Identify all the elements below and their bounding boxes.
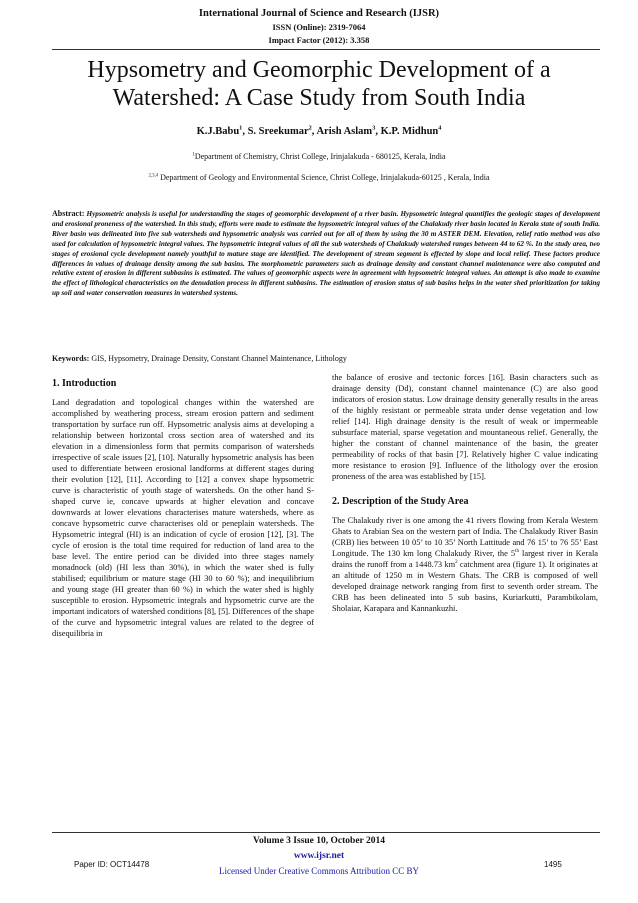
paper-id: Paper ID: OCT14478 — [74, 860, 150, 869]
study-sup: 2 — [455, 560, 458, 566]
affiliation-2 — [0, 173, 638, 182]
introduction-continued: the balance of erosive and tectonic forces [16]. Basin characters such as drainage density (Dd), constant channel maintenance (C) are also good indicators of erosion status. Low drainage density generally results in the areas of the highly resistant or permeable strata under dense vegetation and low relief [14]. High drainage density is the result of weak or impermeable subsurface material, sparse vegetation and mountaneous relief. Generally, the higher the constant of channel maintenance of the basin, the greater permeability of rocks of that basin [7]. Relatively higher C value indicating more resistance to erosion [9]. Influence of the lithology over the erosion proneness of the area was established by [15]. — [332, 373, 598, 481]
footer-volume: Volume 3 Issue 10, October 2014 — [253, 836, 385, 846]
study-area-paragraph — [332, 515, 598, 614]
journal-name: International Journal of Science and Research (IJSR) — [198, 8, 440, 19]
affiliation-1 — [0, 152, 638, 161]
abstract-text: Hypsometric analysis is useful for understanding the stages of geomorphic development of a river basin. Hypsometric integral quantifies the geologic stages of development and erosional proneness of the watershed. In this study, efforts were made to estimate the hypsometric integral values of the Chalakudy river basin located in Kerala state of south India. River basin was delineated into five sub watersheds and hypsometric analysis was carried out for all of them by using the 30 m ASTER DEM. Elevation, relief ratio method was also used for calculation of hypsometric integral values. The hypsometric integral values of all the sub watersheds of Chalakudy watershed ranges between 44 to 62 %. In the study area, two stages of erosional cycle development namely youthful to mature stage are identified. The development of stream segment is effected by slope and local relief. These factors produce differences in values of drainage density among the sub basins. The morphometric parameters such as drainage density and constant channel maintenance were also computed and relative extent of erosion in different subbasins is estimated. The values of geomorphic aspects were in agreement with hypsometric integral values. An attempt is also made to examine the effect of lithological characteristics on the denudation process in different subbasins. The estimation of erosion status of sub basins helps in the water shed prioritization for taking up soil and water conservation measures in watershed systems. — [52, 210, 600, 298]
header-rule — [52, 49, 600, 50]
footer-license[interactable]: Licensed Under Creative Commons Attribution CC BY — [219, 866, 419, 876]
abstract — [52, 209, 600, 299]
affiliation-sup: 1 — [192, 152, 195, 158]
keywords-label: Keywords: — [52, 354, 90, 363]
right-column — [332, 372, 598, 614]
author-sup: 3 — [372, 124, 376, 132]
author-sup: 1 — [239, 124, 243, 132]
footer-rule — [52, 832, 600, 833]
affiliation-sup: 2,3,4 — [148, 173, 159, 179]
affiliation-text: Department of Chemistry, Christ College, Irinjalakuda - 680125, Kerala, India — [194, 152, 446, 161]
introduction-paragraph: Land degradation and topological changes within the watershed are accomplished by weathering process, stream erosion pattern and sediment transportation by surface run off. Hypsometric analysis aims at developing a relationship between horizontal cross section area of watershed and its elevation in a dimensionless form that permits comparison of watersheds irrespective of scale issues [2], [10]. Naturally hypsometric analysis has been used to differentiate between erosional landforms at different stages during their evolution [12], [11]. According to [12] a convex shape hypsometric curve is characteristic of youth stage of watersheds. On the other hand S-shaped curve ie, concave upwards at higher elevation and concave downwards at lower elevations characterises mature watersheds, where as concave hypsometric curve characterises old or peneplain watersheds. The Hypsometric integral (HI) is an indication of cycle of erosion [12], [3]. The cycle of erosion is the total time required for reduction of land area to the base level. The entire period can be divided into three stages namely monadnock (old) (HI less than 30%), in which the water shed is fully stabilised; equilibrium or mature stage (HI 30 to 60 %); and inequilibrium and young stage (HI greater than 60 %) in which the water shed is highly susceptible to erosion. Hypsometric integrals and hypsometric curve are the important indicators of watershed conditions [8], [5]. Differences of the shape of the curve and hypsometric integral values are related to the degree of disequilibria in — [52, 398, 314, 638]
issn: ISSN (Online): 2319-7064 — [272, 22, 366, 32]
keywords — [52, 354, 600, 363]
paper-title: Hypsometry and Geomorphic Development of a Watershed: A Case Study from South India — [87, 57, 551, 111]
author-name: , S. Sreekumar — [242, 126, 309, 137]
author-sup: 2 — [308, 124, 312, 132]
author-name: , K.P. Midhun — [375, 126, 439, 137]
author-name: , Arish Aslam — [311, 126, 373, 137]
footer-url[interactable]: www.ijsr.net — [293, 851, 345, 861]
abstract-label: Abstract: — [52, 209, 85, 218]
author-list — [0, 126, 638, 137]
keywords-text: GIS, Hypsometry, Drainage Density, Constant Channel Maintenance, Lithology — [91, 354, 347, 363]
study-sup: th — [515, 549, 519, 555]
affiliation-text: Department of Geology and Environmental Science, Christ College, Irinjalakuda-60125 , Kerala, India — [158, 173, 490, 182]
section-heading-introduction: 1. Introduction — [52, 378, 117, 389]
study-text: catchment area (figure 1). It originates at an altitude of 1250 m in Western Ghats. The CRB is composed of well developed drainage network ranging from first to seventh order stream. The CRB has been delineated into 5 sub basins, Kuriarkutti, Parambikolam, Sholaiar, Karapara and Kannankuzhi. — [332, 560, 598, 613]
author-sup: 4 — [438, 124, 442, 132]
section-heading-study-area: 2. Description of the Study Area — [332, 496, 469, 507]
study-text: largest river in Kerala drains the runoff from a 1448.73 km — [332, 549, 598, 569]
page-number: 1495 — [544, 860, 562, 869]
author-name: K.J.Babu — [196, 126, 240, 137]
impact-factor: Impact Factor (2012): 3.358 — [268, 35, 370, 45]
left-column — [52, 372, 314, 639]
study-text: The Chalakudy river is one among the 41 rivers flowing from Kerala Western Ghats to Arabian Sea on the western part of India. The Chalakudy River Basin (CRB) lies between 10 05’ to 10 35’ North Lattitude and 76 15’ to 76 55’ East Longitude. The 130 km long Chalakudy River, the 5 — [332, 516, 598, 558]
